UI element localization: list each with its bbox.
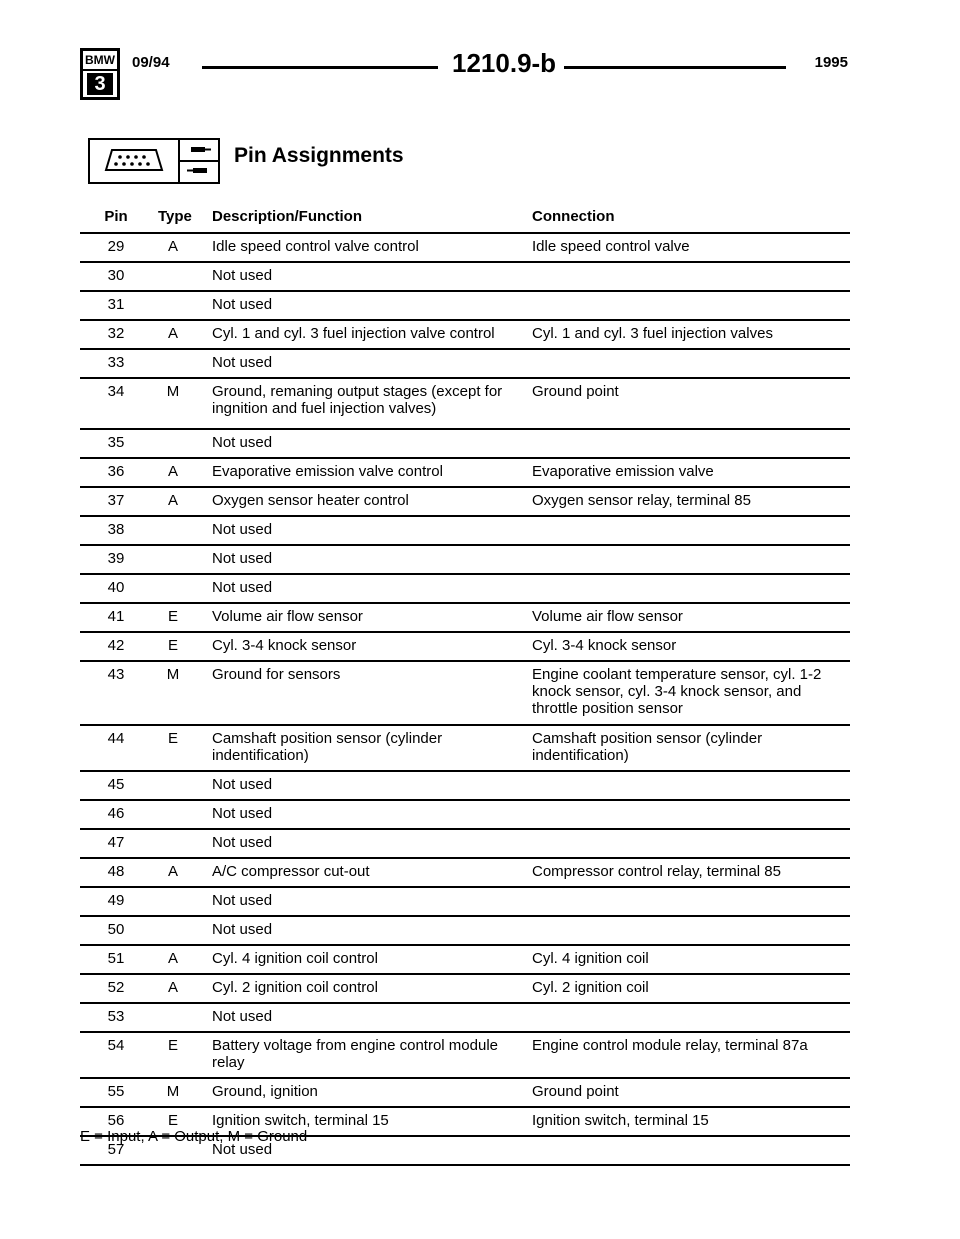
pin-cell: 39	[107, 550, 125, 567]
table-row	[80, 573, 850, 602]
column-header-type: Type	[158, 208, 192, 225]
description-cell: Idle speed control valve control	[212, 238, 419, 255]
description-cell: Not used	[212, 296, 273, 313]
pin-cell: 33	[107, 354, 125, 371]
type-cell: A	[167, 950, 178, 967]
pin-cell: 31	[107, 296, 125, 313]
header-date: 09/94	[132, 54, 170, 71]
type-cell: M	[166, 1083, 180, 1100]
pin-cell: 56	[107, 1112, 125, 1129]
section-heading	[88, 138, 488, 186]
description-cell: Cyl. 1 and cyl. 3 fuel injection valve control	[212, 325, 495, 342]
pin-cell: 30	[107, 267, 125, 284]
description-cell: A/C compressor cut-out	[212, 863, 370, 880]
column-header-description: Description/Function	[212, 208, 362, 225]
table-row	[80, 290, 850, 319]
table-header	[80, 206, 850, 232]
description-cell: Ground, ignition	[212, 1083, 318, 1100]
table-row	[80, 770, 850, 799]
table-row	[80, 799, 850, 828]
column-header-connection: Connection	[532, 208, 615, 225]
page-header	[80, 48, 848, 104]
table-row	[80, 602, 850, 631]
type-cell: E	[167, 637, 178, 654]
type-cell: A	[167, 492, 178, 509]
pin-cell: 51	[107, 950, 125, 967]
pin-cell: 36	[107, 463, 125, 480]
description-cell: Cyl. 2 ignition coil control	[212, 979, 378, 996]
description-cell: Not used	[212, 550, 273, 567]
pin-cell: 45	[107, 776, 125, 793]
type-cell: E	[167, 608, 178, 625]
pin-assignment-table	[80, 206, 850, 1166]
table-row	[80, 377, 850, 428]
bmw-series-logo	[80, 48, 120, 100]
description-cell: Not used	[212, 805, 273, 822]
type-cell: M	[166, 666, 180, 683]
connection-cell: Volume air flow sensor	[532, 608, 683, 625]
connection-cell: Ground point	[532, 383, 619, 400]
connection-cell: Engine control module relay, terminal 87a	[532, 1037, 808, 1054]
table-row	[80, 428, 850, 457]
connection-cell: Ignition switch, terminal 15	[532, 1112, 709, 1129]
table-row	[80, 486, 850, 515]
pin-cell: 37	[107, 492, 125, 509]
table-row	[80, 886, 850, 915]
table-row	[80, 348, 850, 377]
connection-cell: Camshaft position sensor (cylinder indentification)	[532, 730, 763, 764]
description-cell: Camshaft position sensor (cylinder indentification)	[212, 730, 443, 764]
pin-cell: 50	[107, 921, 125, 938]
pin-cell: 57	[107, 1141, 125, 1158]
type-cell: E	[167, 730, 178, 747]
description-cell: Not used	[212, 921, 273, 938]
table-row	[80, 544, 850, 573]
pin-cell: 48	[107, 863, 125, 880]
pin-cell: 35	[107, 434, 125, 451]
connection-cell: Ground point	[532, 1083, 619, 1100]
description-cell: Ground for sensors	[212, 666, 341, 683]
table-row	[80, 724, 850, 770]
table-row	[80, 944, 850, 973]
type-cell: A	[167, 863, 178, 880]
connection-cell: Idle speed control valve	[532, 238, 690, 255]
description-cell: Cyl. 4 ignition coil control	[212, 950, 378, 967]
pin-cell: 52	[107, 979, 125, 996]
header-year: 1995	[814, 54, 848, 71]
table-row	[80, 857, 850, 886]
connection-cell: Cyl. 4 ignition coil	[532, 950, 649, 967]
table-row	[80, 828, 850, 857]
pin-cell: 41	[107, 608, 125, 625]
pin-cell: 43	[107, 666, 125, 683]
description-cell: Not used	[212, 579, 273, 596]
pin-cell: 49	[107, 892, 125, 909]
table-row	[80, 973, 850, 1002]
table-row	[80, 1031, 850, 1077]
type-cell: E	[167, 1112, 178, 1129]
type-cell: A	[167, 463, 178, 480]
description-cell: Not used	[212, 354, 273, 371]
description-cell: Oxygen sensor heater control	[212, 492, 409, 509]
pin-cell: 54	[107, 1037, 125, 1054]
type-legend: E = Input, A = Output, M = Ground	[80, 1128, 308, 1145]
description-cell: Battery voltage from engine control module relay	[212, 1037, 498, 1071]
description-cell: Not used	[212, 776, 273, 793]
header-rule-left	[202, 66, 438, 69]
description-cell: Ground, remaning output stages (except for ingnition and fuel injection valves)	[212, 383, 503, 417]
pin-cell: 46	[107, 805, 125, 822]
header-rule-right	[564, 66, 786, 69]
connection-cell: Compressor control relay, terminal 85	[532, 863, 781, 880]
description-cell: Ignition switch, terminal 15	[212, 1112, 389, 1129]
pin-cell: 44	[107, 730, 125, 747]
pin-cell: 38	[107, 521, 125, 538]
description-cell: Not used	[212, 1008, 273, 1025]
brand-label: BMW	[83, 51, 117, 71]
pin-cell: 32	[107, 325, 125, 342]
description-cell: Not used	[212, 434, 273, 451]
document-code: 1210.9-b	[452, 48, 557, 78]
type-cell: A	[167, 979, 178, 996]
description-cell: Evaporative emission valve control	[212, 463, 443, 480]
connection-cell: Cyl. 2 ignition coil	[532, 979, 649, 996]
table-row	[80, 319, 850, 348]
connection-cell: Cyl. 1 and cyl. 3 fuel injection valves	[532, 325, 773, 342]
description-cell: Not used	[212, 892, 273, 909]
table-row	[80, 660, 850, 724]
type-cell: E	[167, 1037, 178, 1054]
description-cell: Not used	[212, 521, 273, 538]
pin-cell: 40	[107, 579, 125, 596]
pin-cell: 55	[107, 1083, 125, 1100]
connector-icon	[88, 138, 180, 184]
description-cell: Not used	[212, 834, 273, 851]
table-row	[80, 1077, 850, 1106]
table-row	[80, 1002, 850, 1031]
table-row	[80, 515, 850, 544]
pin-cell: 34	[107, 383, 125, 400]
table-row	[80, 915, 850, 944]
pin-cell: 47	[107, 834, 125, 851]
table-body	[80, 232, 850, 1166]
connection-cell: Evaporative emission valve	[532, 463, 714, 480]
type-cell: M	[166, 383, 180, 400]
series-label: 3	[87, 73, 113, 95]
pin-cell: 42	[107, 637, 125, 654]
connection-cell: Oxygen sensor relay, terminal 85	[532, 492, 751, 509]
type-cell: A	[167, 325, 178, 342]
description-cell: Cyl. 3-4 knock sensor	[212, 637, 357, 654]
section-title: Pin Assignments	[234, 144, 404, 167]
table-row	[80, 631, 850, 660]
table-row	[80, 261, 850, 290]
type-cell: A	[167, 238, 178, 255]
pin-direction-icon	[180, 138, 220, 184]
description-cell: Not used	[212, 1141, 273, 1158]
description-cell: Not used	[212, 267, 273, 284]
column-header-pin: Pin	[104, 208, 128, 225]
description-cell: Volume air flow sensor	[212, 608, 363, 625]
table-row	[80, 457, 850, 486]
table-row	[80, 232, 850, 261]
pin-cell: 53	[107, 1008, 125, 1025]
connection-cell: Engine coolant temperature sensor, cyl. 1-2 knock sensor, cyl. 3-4 knock sensor, and throttle position sensor	[532, 666, 822, 717]
pin-cell: 29	[107, 238, 125, 255]
connection-cell: Cyl. 3-4 knock sensor	[532, 637, 677, 654]
